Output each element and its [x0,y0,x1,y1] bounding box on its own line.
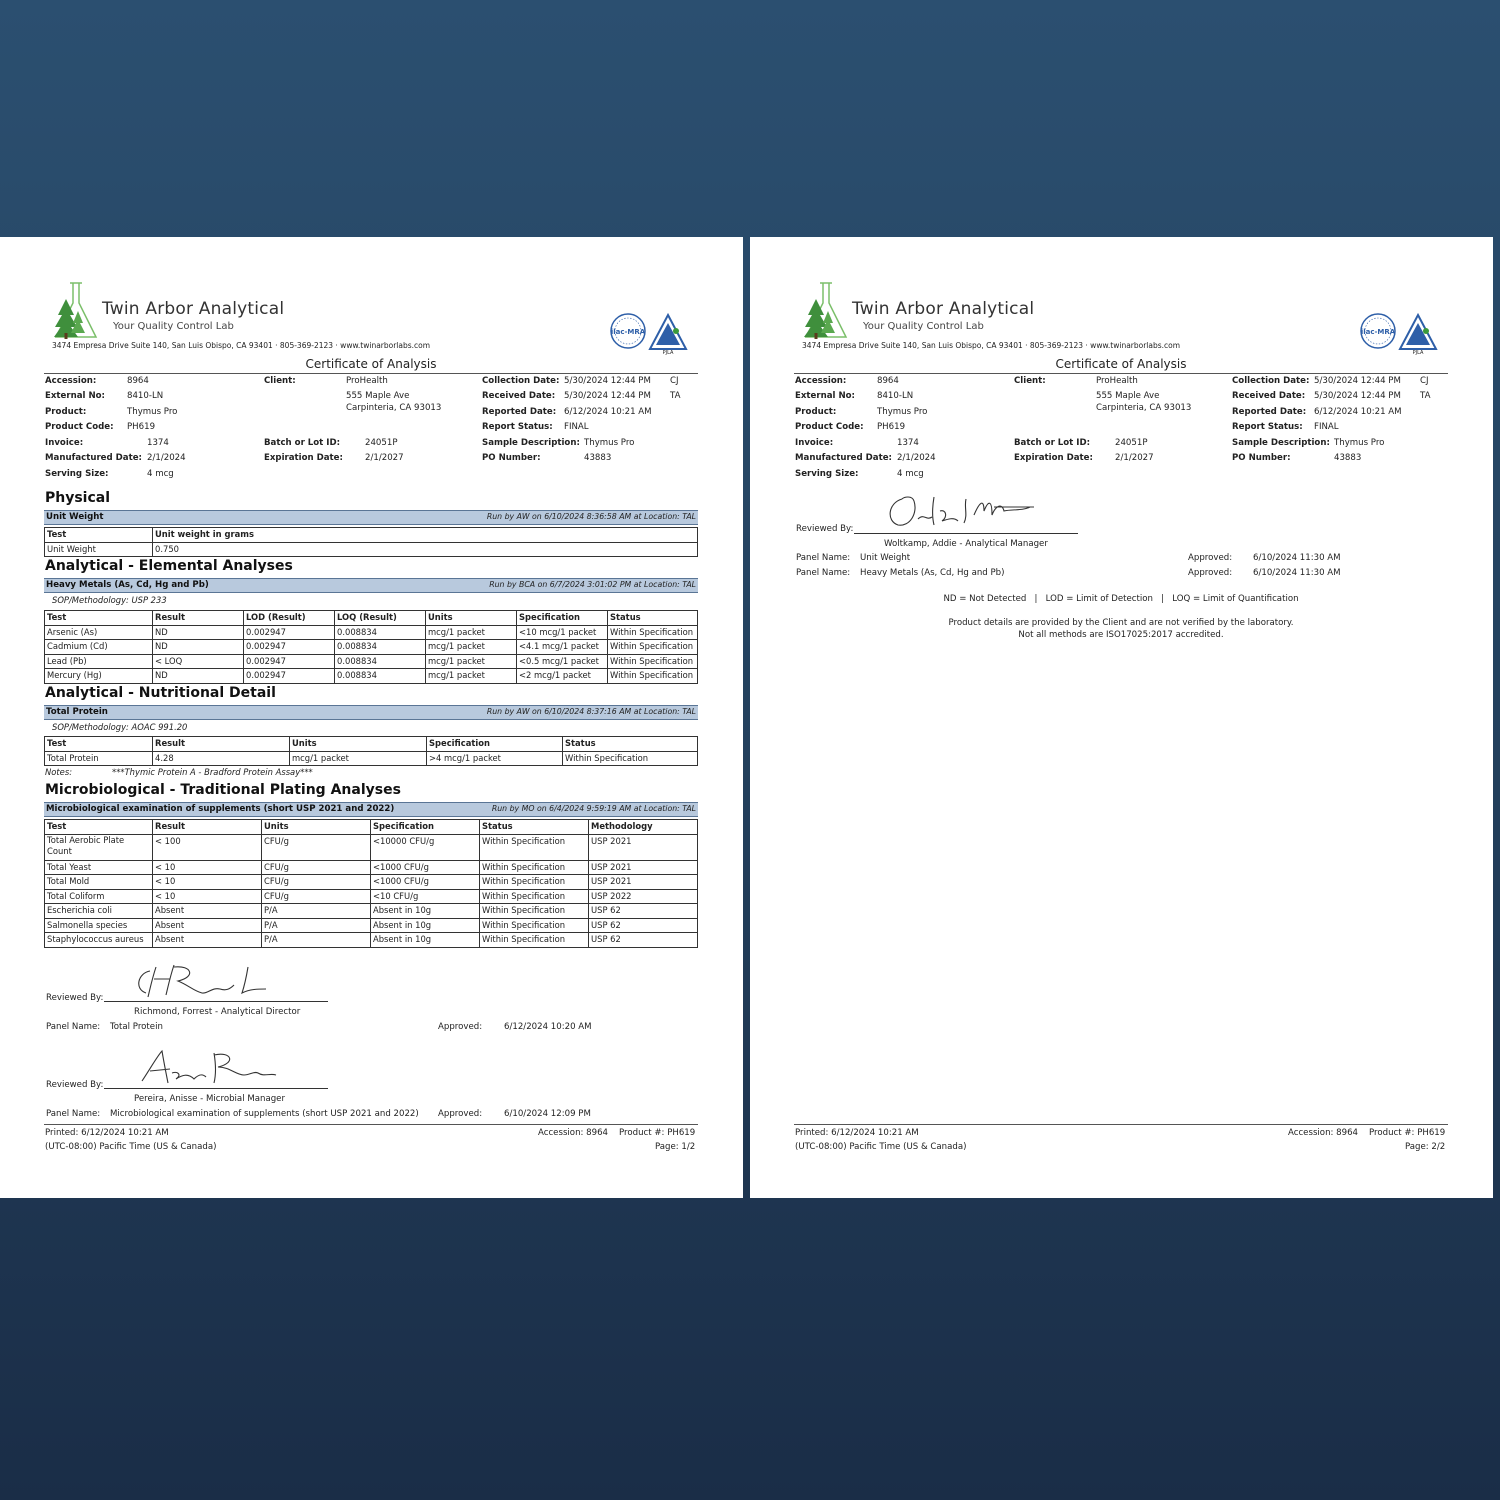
approved-value: 6/10/2024 11:30 AM [1253,568,1341,578]
external-value: 8410-LN [127,391,164,401]
table-cell: ND [153,640,244,655]
table-cell: mcg/1 packet [426,625,517,640]
micro-table [44,819,698,948]
table-cell: Within Specification [608,625,698,640]
table-cell: Total Mold [45,875,153,890]
micro-band [44,802,698,817]
table-cell: < 100 [153,834,262,860]
manufactured-label: Manufactured Date: [795,453,892,463]
manufactured-label: Manufactured Date: [45,453,142,463]
column-header: Specification [517,611,608,626]
reviewed-by-label: Reviewed By: [46,993,104,1003]
panel-name-value: Unit Weight [860,553,911,563]
footer-product: Product #: PH619 [1369,1128,1446,1138]
table-cell: Total Coliform [45,889,153,904]
table-cell: Within Specification [480,834,589,860]
panel-name-label: Panel Name: [46,1109,101,1119]
table-cell: Absent [153,918,262,933]
serving-label: Serving Size: [795,469,859,479]
lab-address: 3474 Empresa Drive Suite 140, San Luis Obispo, CA 93401 · 805-369-2123 · www.twinarborlabs.com [802,341,1181,350]
table-cell: < 10 [153,860,262,875]
column-header: Result [153,820,262,835]
table-cell: USP 2021 [589,860,698,875]
table-cell: mcg/1 packet [426,640,517,655]
document-title: Certificate of Analysis [1055,357,1187,371]
approved-label: Approved: [438,1109,483,1119]
collection-value: 5/30/2024 12:44 PM [564,376,651,386]
abbreviation-legend: ND = Not Detected | LOD = Limit of Detection | LOQ = Limit of Quantification [943,594,1299,604]
elemental-section-title: Analytical - Elemental Analyses [45,558,293,574]
report-status-label: Report Status: [1232,422,1303,432]
table-cell: Total Aerobic Plate Count [45,834,153,860]
column-header: Test [45,611,153,626]
table-cell: Salmonella species [45,918,153,933]
collection-initials: CJ [1420,376,1429,386]
report-status-label: Report Status: [482,422,553,432]
table-cell: Absent in 10g [371,918,480,933]
table-cell: CFU/g [262,875,371,890]
signature-pereira [136,1045,296,1089]
footer-divider [44,1124,698,1125]
table-row [45,933,698,948]
accreditation-seal-icon [1360,311,1440,357]
band-run-info: Run by MO on 6/4/2024 9:59:19 AM at Location: TAL [491,804,696,813]
band-run-info: Run by AW on 6/10/2024 8:36:58 AM at Location: TAL [486,512,696,521]
elemental-methodology: SOP/Methodology: USP 233 [52,595,167,605]
reviewed-by-label: Reviewed By: [796,524,854,534]
heavy-metals-table [44,610,698,684]
panel-name-label: Panel Name: [796,568,851,578]
table-cell: < 10 [153,889,262,904]
serving-label: Serving Size: [45,469,109,479]
invoice-label: Invoice: [795,438,834,448]
table-header-row [45,611,698,626]
table-row [45,860,698,875]
table-cell: CFU/g [262,889,371,904]
flask-tree-icon [52,281,100,341]
table-cell: <1000 CFU/g [371,860,480,875]
reported-label: Reported Date: [1232,407,1307,417]
table-header-row [45,737,698,752]
invoice-value: 1374 [897,438,919,448]
received-value: 5/30/2024 12:44 PM [1314,391,1401,401]
table-cell: P/A [262,918,371,933]
table-cell: 0.008834 [335,669,426,684]
table-cell: ND [153,669,244,684]
table-cell: Within Specification [608,640,698,655]
lab-logo [52,281,472,341]
client-label: Client: [264,376,296,386]
table-cell: ND [153,625,244,640]
product-code-value: PH619 [127,422,156,432]
band-run-info: Run by AW on 6/10/2024 8:37:16 AM at Location: TAL [486,707,696,716]
footer-timezone: (UTC-08:00) Pacific Time (US & Canada) [795,1142,967,1152]
product-value: Thymus Pro [877,407,928,417]
table-cell: mcg/1 packet [426,654,517,669]
product-label: Product: [45,407,87,417]
sample-description-label: Sample Description: [482,438,580,448]
reviewer-name: Pereira, Anisse - Microbial Manager [134,1094,285,1104]
reviewed-by-label: Reviewed By: [46,1080,104,1090]
received-label: Received Date: [1232,391,1306,401]
lab-logo [802,281,1222,341]
signature-line [104,1088,328,1089]
table-cell: Mercury (Hg) [45,669,153,684]
footer-page-number: Page: 1/2 [655,1142,696,1152]
lab-name: Twin Arbor Analytical [102,299,285,319]
report-status-value: FINAL [1314,422,1339,432]
table-row [45,751,698,766]
client-address-2: Carpinteria, CA 93013 [346,403,442,413]
client-address-2: Carpinteria, CA 93013 [1096,403,1192,413]
table-cell: Within Specification [480,933,589,948]
reported-value: 6/12/2024 10:21 AM [564,407,652,417]
table-cell: 0.750 [153,542,698,557]
table-cell: Within Specification [608,669,698,684]
received-initials: TA [1420,391,1431,401]
document-title: Certificate of Analysis [305,357,437,371]
band-title: Heavy Metals (As, Cd, Hg and Pb) [46,580,209,590]
lab-tagline: Your Quality Control Lab [863,321,984,332]
column-header: Units [290,737,427,752]
unit-weight-table [44,527,698,557]
received-label: Received Date: [482,391,556,401]
collection-value: 5/30/2024 12:44 PM [1314,376,1401,386]
report-page-1 [0,237,743,1198]
table-cell: CFU/g [262,860,371,875]
manufactured-value: 2/1/2024 [897,453,936,463]
table-cell: Within Specification [563,751,698,766]
table-header-row [45,820,698,835]
expiration-label: Expiration Date: [264,453,343,463]
table-cell: 0.008834 [335,654,426,669]
physical-section-title: Physical [45,490,111,506]
batch-label: Batch or Lot ID: [1014,438,1091,448]
column-header: Status [608,611,698,626]
table-cell: mcg/1 packet [290,751,427,766]
column-header: Result [153,611,244,626]
panel-name-value: Heavy Metals (As, Cd, Hg and Pb) [860,568,1005,578]
received-initials: TA [670,391,681,401]
table-cell: Arsenic (As) [45,625,153,640]
footer-accession: Accession: 8964 [538,1128,609,1138]
product-label: Product: [795,407,837,417]
panel-name-label: Panel Name: [46,1022,101,1032]
disclaimer-line-2: Not all methods are ISO17025:2017 accredited. [1018,630,1224,640]
approved-label: Approved: [1188,568,1233,578]
header-divider [794,373,1448,374]
reviewer-name: Woltkamp, Addie - Analytical Manager [884,539,1048,549]
header-divider [44,373,698,374]
client-name: ProHealth [346,376,388,386]
po-value: 43883 [1334,453,1362,463]
serving-value: 4 mcg [897,469,924,479]
column-header: Units [262,820,371,835]
heavy-metals-band [44,578,698,593]
micro-section-title: Microbiological - Traditional Plating Analyses [45,782,401,798]
column-header: Status [563,737,698,752]
po-label: PO Number: [482,453,541,463]
table-cell: 0.008834 [335,625,426,640]
disclaimer-line-1: Product details are provided by the Client and are not verified by the laboratory. [948,618,1294,628]
approved-value: 6/10/2024 11:30 AM [1253,553,1341,563]
external-label: External No: [45,391,105,401]
footer-accession: Accession: 8964 [1288,1128,1359,1138]
footer-printed: Printed: 6/12/2024 10:21 AM [795,1128,919,1138]
table-row [45,542,698,557]
column-header: Test [45,737,153,752]
product-value: Thymus Pro [127,407,178,417]
column-header: Specification [371,820,480,835]
table-cell: <10 CFU/g [371,889,480,904]
external-label: External No: [795,391,855,401]
table-cell: Within Specification [480,889,589,904]
expiration-value: 2/1/2027 [1115,453,1154,463]
table-cell: Absent in 10g [371,904,480,919]
signature-line [104,1001,328,1002]
table-cell: <4.1 mcg/1 packet [517,640,608,655]
table-header-row [45,528,698,543]
table-cell: Staphylococcus aureus [45,933,153,948]
po-value: 43883 [584,453,612,463]
table-row [45,654,698,669]
column-header: Test [45,820,153,835]
ilac-mark: ilac-MRA [610,328,646,336]
table-cell: <0.5 mcg/1 packet [517,654,608,669]
column-header: LOQ (Result) [335,611,426,626]
table-cell: P/A [262,933,371,948]
column-header: Methodology [589,820,698,835]
table-cell: 0.008834 [335,640,426,655]
client-label: Client: [1014,376,1046,386]
band-title: Microbiological examination of supplements (short USP 2021 and 2022) [46,804,395,814]
footer-printed: Printed: 6/12/2024 10:21 AM [45,1128,169,1138]
table-cell: Within Specification [480,875,589,890]
table-cell: USP 62 [589,918,698,933]
table-cell: Total Yeast [45,860,153,875]
table-cell: <10000 CFU/g [371,834,480,860]
product-code-value: PH619 [877,422,906,432]
reviewer-name: Richmond, Forrest - Analytical Director [134,1007,301,1017]
approved-value: 6/10/2024 12:09 PM [504,1109,591,1119]
invoice-value: 1374 [147,438,169,448]
accession-value: 8964 [877,376,899,386]
table-row [45,625,698,640]
table-cell: 0.002947 [244,640,335,655]
product-code-label: Product Code: [45,422,114,432]
lab-address: 3474 Empresa Drive Suite 140, San Luis Obispo, CA 93401 · 805-369-2123 · www.twinarborlabs.com [52,341,431,350]
expiration-label: Expiration Date: [1014,453,1093,463]
table-cell: Within Specification [480,904,589,919]
table-cell: P/A [262,904,371,919]
table-cell: Unit Weight [45,542,153,557]
approved-label: Approved: [438,1022,483,1032]
collection-label: Collection Date: [482,376,560,386]
unit-weight-band [44,510,698,525]
table-cell: mcg/1 packet [426,669,517,684]
table-row [45,904,698,919]
received-value: 5/30/2024 12:44 PM [564,391,651,401]
sample-description-value: Thymus Pro [1334,438,1385,448]
invoice-label: Invoice: [45,438,84,448]
manufactured-value: 2/1/2024 [147,453,186,463]
footer-page-number: Page: 2/2 [1405,1142,1446,1152]
table-cell: Absent [153,904,262,919]
table-cell: 0.002947 [244,654,335,669]
approved-value: 6/12/2024 10:20 AM [504,1022,592,1032]
table-row [45,640,698,655]
po-label: PO Number: [1232,453,1291,463]
reported-label: Reported Date: [482,407,557,417]
table-cell: 4.28 [153,751,290,766]
table-row [45,669,698,684]
accreditation-logos [610,311,690,357]
collection-label: Collection Date: [1232,376,1310,386]
footer-divider [794,1124,1448,1125]
client-name: ProHealth [1096,376,1138,386]
report-page-2 [750,237,1493,1198]
table-cell: Lead (Pb) [45,654,153,669]
expiration-value: 2/1/2027 [365,453,404,463]
signature-woltkamp [884,491,1044,531]
table-row [45,918,698,933]
footer-timezone: (UTC-08:00) Pacific Time (US & Canada) [45,1142,217,1152]
pjla-mark: PJLA [1412,350,1424,356]
total-protein-table [44,736,698,766]
client-address-1: 555 Maple Ave [346,391,410,401]
column-header: Status [480,820,589,835]
panel-name-label: Panel Name: [796,553,851,563]
panel-name-value: Total Protein [110,1022,163,1032]
flask-tree-icon [802,281,850,341]
accession-label: Accession: [795,376,847,386]
table-cell: CFU/g [262,834,371,860]
column-header: Test [45,528,153,543]
table-cell: < 10 [153,875,262,890]
batch-value: 24051P [365,438,398,448]
table-cell: USP 62 [589,904,698,919]
panel-name-value: Microbiological examination of supplements (short USP 2021 and 2022) [110,1109,419,1119]
table-cell: <1000 CFU/g [371,875,480,890]
sample-description-label: Sample Description: [1232,438,1330,448]
table-row [45,875,698,890]
table-cell: Escherichia coli [45,904,153,919]
table-cell: Absent [153,933,262,948]
signature-line [854,533,1078,534]
product-code-label: Product Code: [795,422,864,432]
report-status-value: FINAL [564,422,589,432]
table-cell: Within Specification [480,918,589,933]
table-cell: Cadmium (Cd) [45,640,153,655]
column-header: LOD (Result) [244,611,335,626]
sample-description-value: Thymus Pro [584,438,635,448]
column-header: Specification [427,737,563,752]
table-cell: USP 2021 [589,875,698,890]
table-row [45,834,698,860]
accreditation-logos [1360,311,1440,357]
batch-label: Batch or Lot ID: [264,438,341,448]
pjla-mark: PJLA [662,350,674,356]
band-title: Total Protein [46,707,108,717]
table-cell: Absent in 10g [371,933,480,948]
table-cell: <10 mcg/1 packet [517,625,608,640]
table-cell: USP 2021 [589,834,698,860]
serving-value: 4 mcg [147,469,174,479]
nutritional-section-title: Analytical - Nutritional Detail [45,685,276,701]
lab-name: Twin Arbor Analytical [852,299,1035,319]
external-value: 8410-LN [877,391,914,401]
table-cell: Within Specification [608,654,698,669]
accession-label: Accession: [45,376,97,386]
notes-label: Notes: [45,767,73,777]
reported-value: 6/12/2024 10:21 AM [1314,407,1402,417]
client-address-1: 555 Maple Ave [1096,391,1160,401]
table-row [45,889,698,904]
table-cell: <2 mcg/1 packet [517,669,608,684]
total-protein-band [44,705,698,720]
table-cell: 0.002947 [244,625,335,640]
notes-text: ***Thymic Protein A - Bradford Protein Assay*** [112,767,313,777]
table-cell: USP 62 [589,933,698,948]
table-cell: Total Protein [45,751,153,766]
table-cell: USP 2022 [589,889,698,904]
column-header: Result [153,737,290,752]
band-title: Unit Weight [46,512,104,522]
column-header: Units [426,611,517,626]
table-cell: 0.002947 [244,669,335,684]
accreditation-seal-icon [610,311,690,357]
collection-initials: CJ [670,376,679,386]
nutritional-methodology: SOP/Methodology: AOAC 991.20 [52,722,188,732]
footer-product: Product #: PH619 [619,1128,696,1138]
table-cell: < LOQ [153,654,244,669]
signature-richmond [130,959,290,1001]
accession-value: 8964 [127,376,149,386]
band-run-info: Run by BCA on 6/7/2024 3:01:02 PM at Location: TAL [489,580,696,589]
approved-label: Approved: [1188,553,1233,563]
table-cell: Within Specification [480,860,589,875]
batch-value: 24051P [1115,438,1148,448]
table-cell: >4 mcg/1 packet [427,751,563,766]
lab-tagline: Your Quality Control Lab [113,321,234,332]
column-header: Unit weight in grams [153,528,698,543]
ilac-mark: ilac-MRA [1360,328,1396,336]
